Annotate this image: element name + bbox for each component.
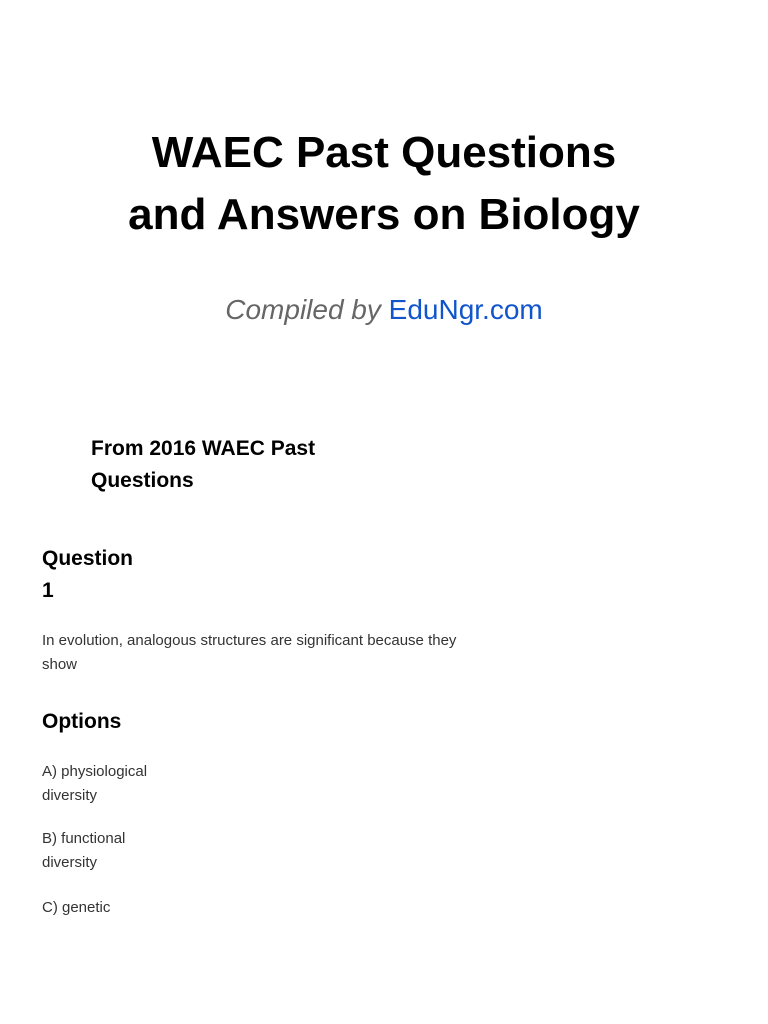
options-heading: Options [42,710,122,733]
question-heading-label: Question [42,547,134,570]
option-a-line-2: diversity [42,787,98,804]
document-title-line-1: WAEC Past Questions [151,128,617,177]
option-b-line-1: B) functional [42,830,126,847]
compiled-by-prefix: Compiled by [225,294,389,325]
question-text-line-2: show [42,656,78,673]
document-title [0,122,768,246]
question-heading [42,543,242,607]
option-a [42,760,242,808]
option-c-line-1: C) genetic [42,899,111,916]
question-text-line-1: In evolution, analogous structures are significant because they [42,632,457,649]
document-title-line-2: and Answers on Biology [128,190,640,239]
question-number: 1 [42,579,54,602]
section-heading-line-1: From 2016 WAEC Past [91,437,316,460]
option-b-line-2: diversity [42,854,98,871]
option-b [42,827,242,875]
edungr-link[interactable]: EduNgr.com [388,294,543,325]
option-c [42,896,242,920]
question-text [42,629,522,677]
compiled-by-subtitle [0,292,768,328]
section-heading [91,433,391,497]
option-a-line-1: A) physiological [42,763,148,780]
section-heading-line-2: Questions [91,469,194,492]
